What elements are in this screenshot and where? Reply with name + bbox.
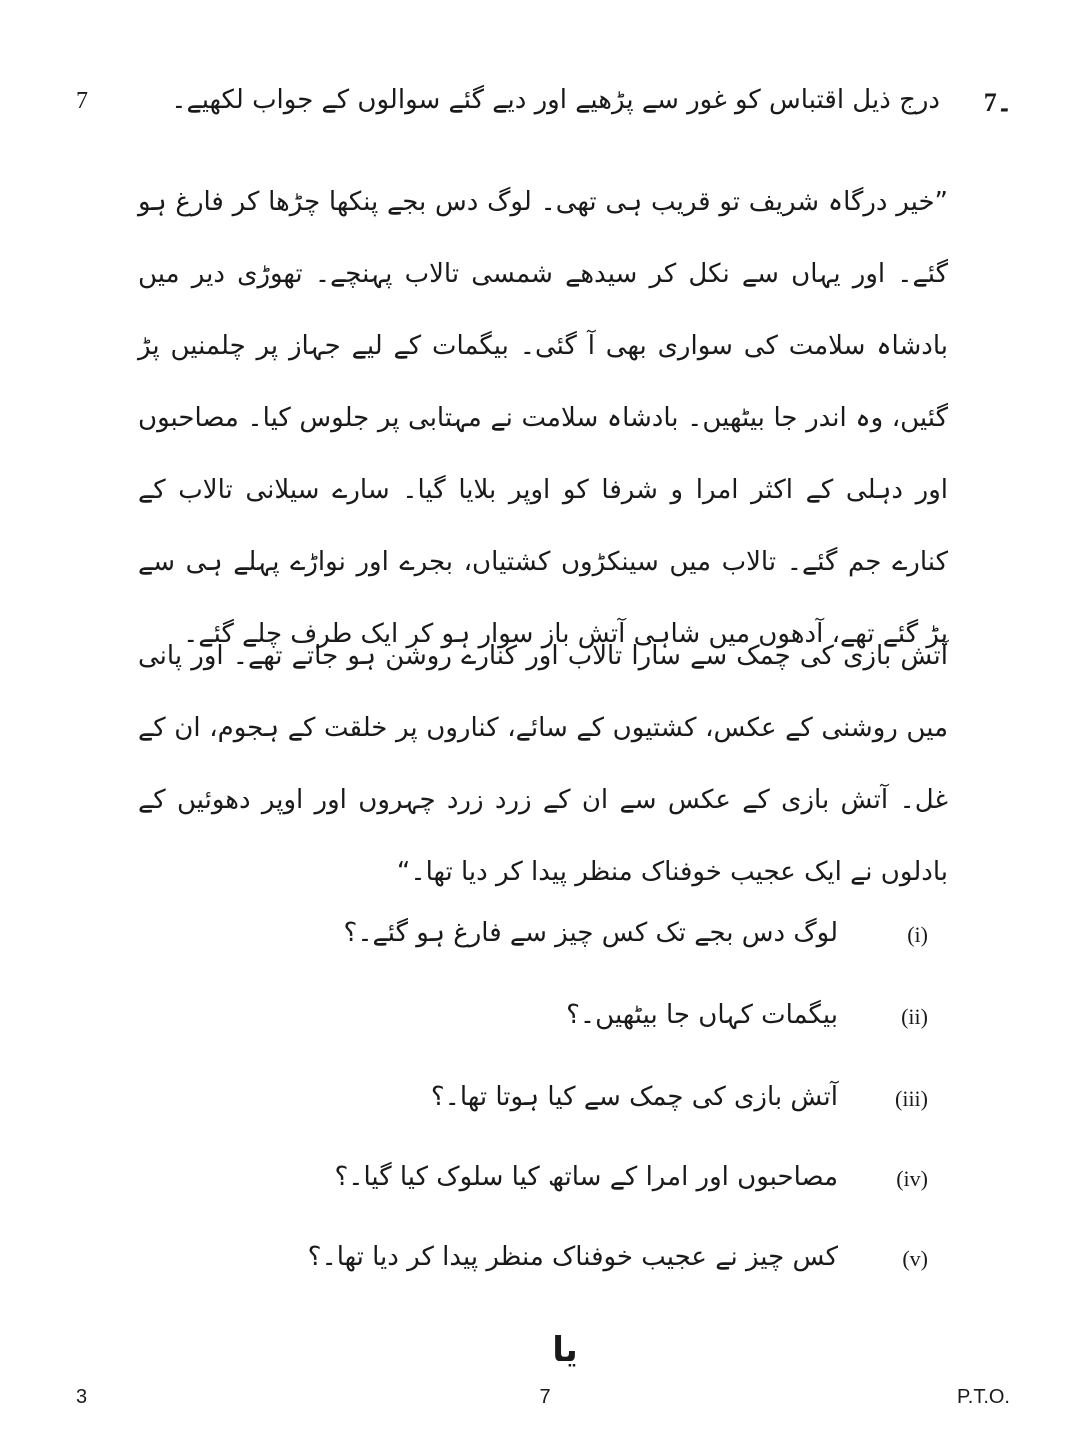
sub-question-2 (380, 1000, 928, 1040)
sub-question-3 (380, 1082, 928, 1122)
question-marks: 7 (76, 88, 88, 114)
question-instruction: درج ذیل اقتباس کو غور سے پڑھیے اور دیے گئے سوالوں کے جواب لکھیے۔ (171, 85, 940, 115)
sub-question-number: (iv) (896, 1166, 928, 1191)
footer-page-code: 3 (76, 1386, 88, 1408)
passage-paragraph-1: ”خیر درگاہ شریف تو قریب ہی تھی۔ لوگ دس بجے پنکھا چڑھا کر فارغ ہو گئے۔ اور یہاں سے نکل کر سیدھے شمسی تالاب پہنچے۔ تھوڑی دیر میں بادشاہ سلامت کی سواری بھی آ گئی۔ بیگمات کے لیے جہاز پر چلمنیں پڑ گئیں، وہ اندر جا بیٹھیں۔ بادشاہ سلامت نے مہتابی پر جلوس کیا۔ مصاحبوں اور دہلی کے اکثر امرا و شرفا کو اوپر بلایا گیا۔ سارے سیلانی تالاب کے کنارے جم گئے۔ تالاب میں سینکڑوں کشتیاں، بجرے اور نواڑے پہلے ہی سے پڑ گئے تھے، آدھوں میں شاہی آتش باز سوار ہو کر ایک طرف چلے گئے۔ (138, 187, 948, 649)
sub-question-number: (ii) (901, 1004, 928, 1029)
or-label: یا (552, 1330, 578, 1370)
sub-question-number: (v) (902, 1246, 928, 1271)
sub-question-number: (i) (907, 922, 928, 947)
sub-question-4 (334, 1162, 928, 1202)
sub-question-text: مصاحبوں اور امرا کے ساتھ کیا سلوک کیا گیا۔؟ (334, 1162, 838, 1192)
sub-question-1 (343, 918, 928, 958)
footer-page-number: 7 (539, 1386, 551, 1408)
sub-question-number: (iii) (895, 1086, 928, 1111)
sub-question-text: کس چیز نے عجیب خوفناک منظر پیدا کر دیا تھا۔؟ (307, 1242, 838, 1272)
question-number: 7۔ (983, 88, 1012, 117)
footer-pto: P.T.O. (957, 1386, 1010, 1408)
sub-question-text: آتش بازی کی چمک سے کیا ہوتا تھا۔؟ (430, 1082, 838, 1112)
passage-paragraph-2: آتش بازی کی چمک سے سارا تالاب اور کنارے روشن ہو جاتے تھے۔ اور پانی میں روشنی کے عکس، کشتیوں کے سائے، کناروں پر خلقت کے ہجوم، ان کے غل۔ آتش بازی کے عکس سے ان کے زرد زرد چہروں اور اوپر دھوئیں کے بادلوں نے ایک عجیب خوفناک منظر پیدا کر دیا تھا۔“ (138, 641, 948, 887)
sub-question-text: بیگمات کہاں جا بیٹھیں۔؟ (566, 1000, 838, 1030)
sub-question-5 (307, 1242, 928, 1282)
sub-question-text: لوگ دس بجے تک کس چیز سے فارغ ہو گئے۔؟ (343, 918, 838, 948)
